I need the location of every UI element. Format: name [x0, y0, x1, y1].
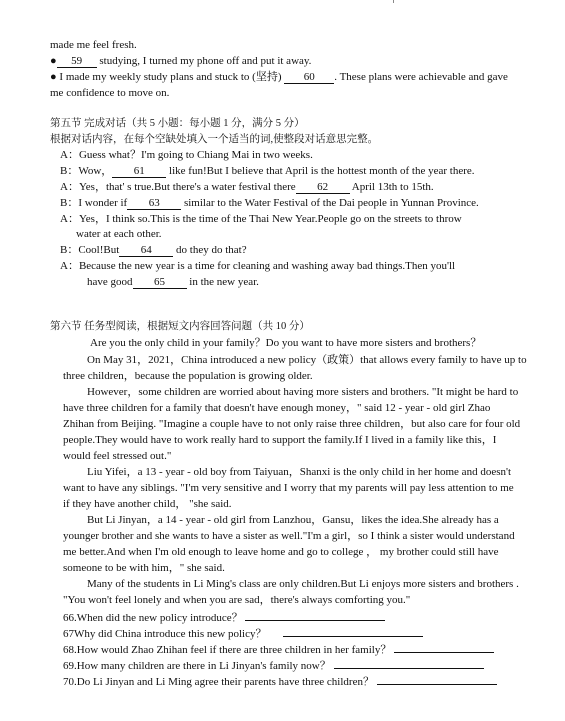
dialogue-line-2-start: B：Wow，: [60, 165, 113, 177]
passage-para-4-line-2: want to have any siblings. "I'm very sensitive and I worry that my parents will pay less attention to me: [63, 482, 514, 494]
answer-line-69[interactable]: [334, 657, 484, 669]
question-67: [63, 625, 423, 642]
passage-para-5-line-4: someone to be with him，" she said.: [63, 562, 225, 574]
dialogue-line-6-start: B：Cool!But: [60, 244, 120, 256]
dialogue-line-1: A：Guess what？I'm going to Chiang Mai in two weeks.: [60, 149, 313, 161]
section6-heading: 第六节 任务型阅读，根据短文内容回答问题（共 10 分）: [50, 321, 310, 332]
answer-blank-61[interactable]: 61: [112, 165, 166, 178]
answer-blank-59[interactable]: 59: [57, 55, 97, 68]
answer-blank-64[interactable]: 64: [119, 244, 173, 257]
dialogue-line-4-end: similar to the Water Festival of the Dai people in Yunnan Province.: [181, 197, 479, 209]
passage-para-6-line-2: "You won't feel lonely and when you are sad，there's always comforting you.": [63, 594, 411, 606]
passage-para-4-line-3: if they have another child， "she said.: [63, 498, 232, 510]
dialogue-line-7: A：Because the new year is a time for cleaning and washing away bad things.Then you'll: [60, 260, 456, 272]
dialogue-line-6-end: do they do that?: [173, 244, 247, 256]
passage-para-3-line-3: Zhihan from Beijing. "Imagine a couple have to not only raise three children，but also care for four old: [63, 418, 521, 430]
dialogue-line-2: [60, 164, 475, 179]
dialogue-line-2-end: like fun!But I believe that April is the hottest month of the year there.: [166, 165, 475, 177]
bullet-item-59-text: studying, I turned my phone off and put it away.: [96, 55, 312, 67]
answer-blank-60[interactable]: 60: [284, 71, 334, 84]
answer-line-66[interactable]: [245, 609, 385, 621]
bullet-icon: ●: [50, 55, 57, 67]
question-69: [63, 657, 484, 674]
question-68: [63, 641, 494, 658]
section5-heading: 第五节 完成对话（共 5 小题：每小题 1 分，满分 5 分）: [50, 118, 305, 129]
dialogue-line-4: [60, 196, 479, 211]
passage-para-6-line-1: Many of the students in Li Ming's class are only children.But Li enjoys more sisters and brothers .: [87, 578, 519, 590]
passage-para-4-line-1: Liu Yifei，a 13 - year - old boy from Taiyuan，Shanxi is the only child in her home and doesn't: [87, 466, 512, 478]
page-edge-mark: [393, 0, 394, 3]
dialogue-line-7-continued: [87, 275, 259, 290]
dialogue-line-6: [60, 243, 247, 258]
question-67-text: 67Why did China introduce this new policy？: [63, 628, 267, 640]
dialogue-line-5: A：Yes，I think so.This is the time of the Thai New Year.People go on the streets to throw: [60, 213, 462, 225]
passage-para-5-line-1: But Li Jinyan，a 14 - year - old girl from Lanzhou，Gansu，likes the idea.She already has a: [87, 514, 499, 526]
bullet-item-60: [50, 70, 508, 85]
dialogue-line-5-continued: water at each other.: [76, 228, 162, 240]
bullet-item-60-rest: . These plans were achievable and gave: [334, 71, 508, 83]
answer-line-68[interactable]: [394, 641, 494, 653]
question-70-text: 70.Do Li Jinyan and Li Ming agree their parents have three children？: [63, 676, 374, 688]
question-68-text: 68.How would Zhao Zhihan feel if there are three children in her family？: [63, 644, 392, 656]
dialogue-line-7-start: have good: [87, 276, 133, 288]
bullet-item-60-text: I made my weekly study plans and stuck to (坚持): [56, 71, 285, 83]
top-line-1: made me feel fresh.: [50, 39, 137, 51]
dialogue-line-7-end: in the new year.: [186, 276, 259, 288]
bullet-item-59: [50, 54, 311, 69]
bullet-item-60-continued: me confidence to move on.: [50, 87, 170, 99]
question-70: [63, 673, 497, 690]
passage-para-3-line-2: have three children for a family that doesn't have enough money，" said 12 - year - old girl Zhao: [63, 402, 491, 414]
dialogue-line-4-start: B：I wonder if: [60, 197, 128, 209]
dialogue-line-3: [60, 180, 434, 195]
answer-blank-63[interactable]: 63: [127, 197, 181, 210]
dialogue-line-3-end: April 13th to 15th.: [349, 181, 434, 193]
bullet-icon: ●: [50, 71, 57, 83]
answer-blank-65[interactable]: 65: [133, 276, 187, 289]
passage-para-3-line-1: However，some children are worried about having more sisters and brothers. "It might be hard to: [87, 386, 519, 398]
answer-line-70[interactable]: [377, 673, 497, 685]
passage-para-2-line-1: On May 31，2021，China introduced a new policy（政策）that allows every family to have up to: [87, 354, 527, 366]
question-66: [63, 609, 385, 626]
passage-para-2-line-2: three children，because the population is growing older.: [63, 370, 313, 382]
answer-blank-62[interactable]: 62: [296, 181, 350, 194]
dialogue-line-3-start: A：Yes，that' s true.But there's a water festival there: [60, 181, 296, 193]
passage-para-1: Are you the only child in your family？Do you want to have more sisters and brothers？: [90, 337, 482, 349]
question-69-text: 69.How many children are there in Li Jinyan's family now？: [63, 660, 331, 672]
question-66-text: 66.When did the new policy introduce？: [63, 612, 243, 624]
passage-para-3-line-5: would feel stressed out.": [63, 450, 172, 462]
answer-line-67[interactable]: [283, 625, 423, 637]
section5-instruction: 根据对话内容，在每个空缺处填入一个适当的词,使整段对话意思完整。: [50, 134, 379, 145]
passage-para-3-line-4: people.They would have to work really hard to support the family.If I lived in a family like this，I: [63, 434, 497, 446]
passage-para-5-line-3: me better.And when I'm old enough to leave home and go to college ， my brother could still have: [63, 546, 499, 558]
passage-para-5-line-2: younger brother and she wants to have a sister as well."I'm a girl，so I think a sister would understand: [63, 530, 515, 542]
